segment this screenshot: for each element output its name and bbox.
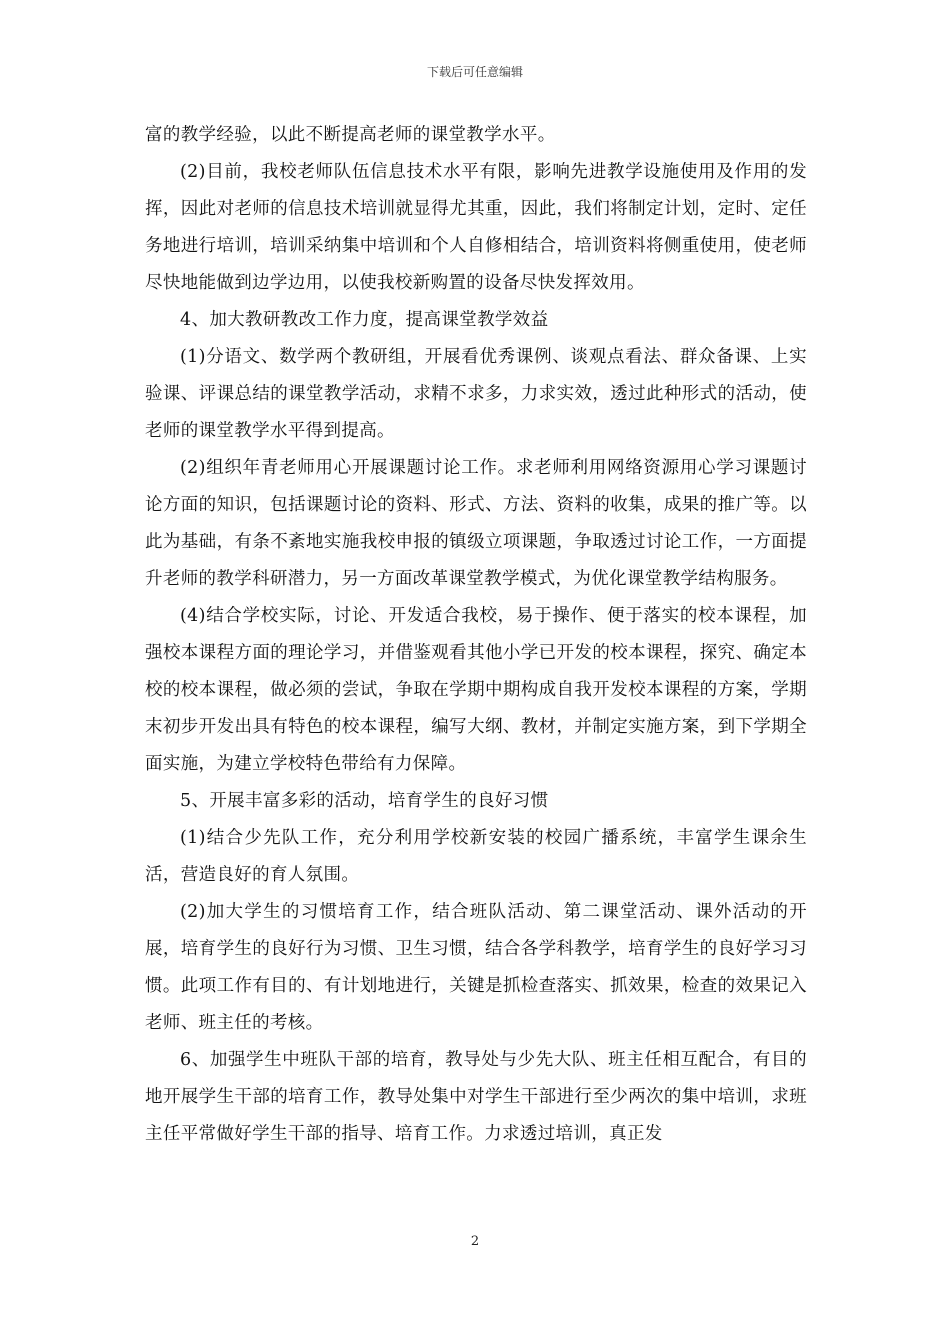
section-heading-4: 4、加大教研教改工作力度，提高课堂教学效益 bbox=[180, 310, 549, 330]
paragraph-4-2: (2)组织年青老师用心开展课题讨论工作。求老师利用网络资源用心学习课题讨论方面的知识，包括课题讨论的资料、形式、方法、资料的收集，成果的推广等。以此为基础，有条不紊地实施我校申报的镇级立项课题，争取透过讨论工作，一方面提升老师的教学科研潜力，另一方面改革课堂教学模式，为优化课堂教学结构服务。 bbox=[145, 458, 807, 589]
page-header: 下载后可任意编辑 bbox=[426, 65, 523, 79]
paragraph-5-2: (2)加大学生的习惯培育工作，结合班队活动、第二课堂活动、课外活动的开展，培育学生的良好行为习惯、卫生习惯，结合各学科教学，培育学生的良好学习习惯。此项工作有目的、有计划地进行，关键是抓检查落实、抓效果，检查的效果记入老师、班主任的考核。 bbox=[145, 902, 807, 1033]
document-body bbox=[145, 117, 807, 1153]
paragraph-4-4: (4)结合学校实际，讨论、开发适合我校，易于操作、便于落实的校本课程，加强校本课程方面的理论学习，并借鉴观看其他小学已开发的校本课程，探究、确定本校的校本课程，做必须的尝试，争取在学期中期构成自我开发校本课程的方案，学期末初步开发出具有特色的校本课程，编写大纲、教材，并制定实施方案，到下学期全面实施，为建立学校特色带给有力保障。 bbox=[145, 606, 807, 774]
paragraph-6: 6、加强学生中班队干部的培育，教导处与少先大队、班主任相互配合，有目的地开展学生干部的培育工作，教导处集中对学生干部进行至少两次的集中培训，求班主任平常做好学生干部的指导、培育工作。力求透过培训，真正发 bbox=[145, 1050, 807, 1144]
section-heading-5: 5、开展丰富多彩的活动，培育学生的良好习惯 bbox=[180, 791, 549, 811]
page-number: 2 bbox=[470, 1234, 480, 1249]
paragraph-2: (2)目前，我校老师队伍信息技术水平有限，影响先进教学设施使用及作用的发挥，因此对老师的信息技术培训就显得尤其重，因此，我们将制定计划，定时、定任务地进行培训，培训采纳集中培训和个人自修相结合，培训资料将侧重使用，使老师尽快地能做到边学边用，以使我校新购置的设备尽快发挥效用。 bbox=[145, 162, 807, 293]
paragraph-5-1: (1)结合少先队工作，充分利用学校新安装的校园广播系统，丰富学生课余生活，营造良好的育人氛围。 bbox=[145, 828, 807, 885]
paragraph-1: 富的教学经验，以此不断提高老师的课堂教学水平。 bbox=[145, 125, 556, 145]
paragraph-4-1: (1)分语文、数学两个教研组，开展看优秀课例、谈观点看法、群众备课、上实验课、评课总结的课堂教学活动，求精不求多，力求实效，透过此种形式的活动，使老师的课堂教学水平得到提高。 bbox=[145, 347, 807, 441]
